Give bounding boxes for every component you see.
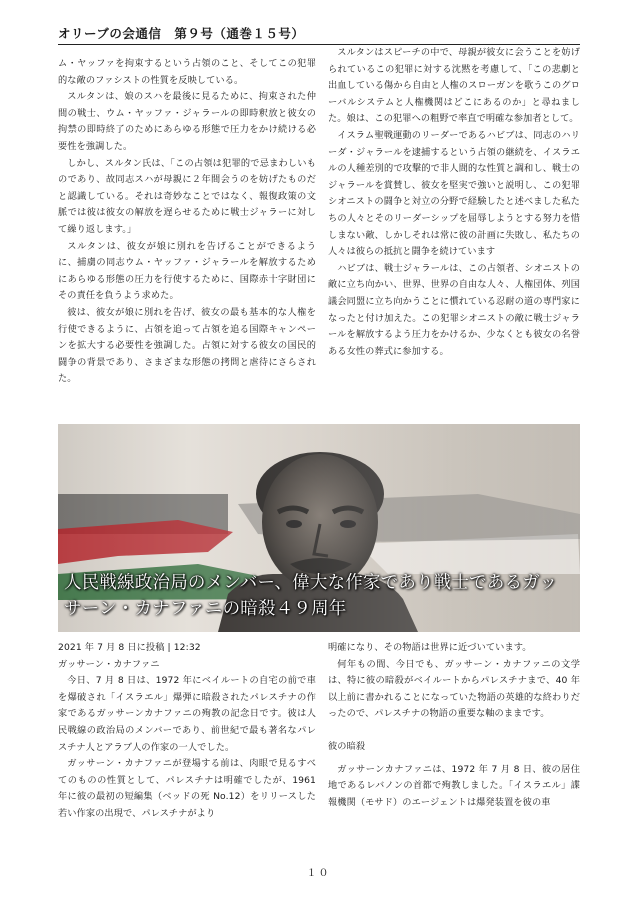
paragraph: スルタンは、彼女が娘に別れを告げることができるように、捕虜の同志ウム・ヤッファ・ジャラールを解放するためにあらゆる形態の圧力を行使するために、国際赤十字財団にその責任を負うよう求めた。 xyxy=(58,240,316,302)
article-author: ガッサーン・カナファニ xyxy=(58,658,160,670)
paragraph: スルタンは、娘のスハを最後に見るために、拘束された仲間の戦士、ウム・ヤッファ・ジャラールの即時釈放と彼女の拘禁の即時終了のためにあらゆる形態で圧力をかけ続ける必要性を強調した。 xyxy=(58,91,316,152)
top-left-column xyxy=(58,56,316,388)
post-date: 2021 年 7 月 8 日に投稿 | 12:32 xyxy=(58,642,201,653)
paragraph: 今日、7 月 8 日は、1972 年にベイルートの自宅の前で車を爆破され「イスラエル」爆弾に暗殺されたパレスチナの作家であるガッサーンカナファニの殉教の記念日です。彼は人民戦線の政治局のメンバーであり、前世紀で最も著名なパレスチナ人とアラブ人の作家の一人でした。 xyxy=(58,675,316,753)
paragraph: 明確になり、その物語は世界に近づいています。 xyxy=(328,642,532,653)
page-number: １０ xyxy=(306,868,331,879)
paragraph: ム・ヤッファを拘束するという占領のこと、そしてこの犯罪的な敵のファシストの性質を反映している。 xyxy=(58,58,316,86)
newsletter-header: オリーブの会通信 第９号（通巻１５号） xyxy=(58,26,305,41)
paragraph: ガッサーン・カナファニが登場する前は、肉眼で見るすべてのものの性質として、パレスチナは明確でしたが、1961 年に彼の最初の短編集（ベッドの死 No.12）をリリースした若い作家の出現で、パレスチナがより xyxy=(58,758,316,819)
section-subheading: 彼の暗殺 xyxy=(328,740,366,752)
paragraph: イスラム聖戦運動のリーダーであるハビブは、同志のハリーダ・ジャラールを逮捕するという占領の継続を、イスラエルの人種差別的で攻撃的で非人間的な性質と調和し、戦士のジャラールを賞賛し、彼女を堅実で強いと説明し、この犯罪シオニストの闘争と対立の分野で経験したと述べました私たちの人々とそのリーダーシップを屈辱しようとする努力を惜しまない敵、しかしそれは常に彼の計画に失敗し、私たちの人々は彼らの抵抗と闘争を続けています xyxy=(328,129,580,258)
paragraph: ガッサーンカナファニは、1972 年 7 月 8 日、彼の居住地であるレバノンの首都で殉教しました。「イスラエル」諜報機関（モサド）のエージェントは爆発装置を彼の車 xyxy=(328,763,580,808)
paragraph: 何年もの間、今日でも、ガッサーン・カナファニの文学は、特に彼の暗殺がベイルートからパレスチナまで、40 年以上前に書かれることになっていた物語の英雄的な終わりだったので、パレスチナの物語の重要な軸のままです。 xyxy=(328,658,580,720)
banner-headline: 人民戦線政治局のメンバー、偉大な作家であり戦士であるガッサーン・カナファニの暗殺４９周年 xyxy=(64,573,558,619)
article-banner-image xyxy=(58,424,580,632)
paragraph: 彼は、彼女が娘に別れを告げ、彼女の最も基本的な人権を行使できるように、占領を追って占領を追る国際キャンペーンを拡大する必要性を強調した。占領に対する彼女の国民的闘争の背景であり、さまざまな形態の拷問と虐待にさらされた。 xyxy=(58,306,316,385)
top-right-column xyxy=(328,45,580,360)
bottom-left-column xyxy=(58,640,316,823)
bottom-right-column xyxy=(328,640,580,811)
paragraph: ハビブは、戦士ジャラールは、この占領者、シオニストの敵に立ち向かい、世界、世界の自由な人々、人権団体、列国議会同盟に立ち向かうことに慣れている忍耐の道の専門家になったと付け加えた。この犯罪シオニストの敵に戦士ジャラールを解放するよう圧力をかけるか、少なくとも彼女の名誉ある女性の葬式に参加する。 xyxy=(328,262,580,357)
paragraph: スルタンはスピーチの中で、母親が彼女に会うことを妨げられているこの犯罪に対する沈黙を考慮して、「この悲劇と出血している傷から自由と人権のスローガンを歌うこのグローバルシステムと人権機関はどこにあるのか」と尋ねました。娘は、この犯罪への粗野で率直で明確な参加者として。 xyxy=(328,47,580,125)
paragraph: しかし、スルタン氏は、「この占領は犯罪的で忌まわしいものであり、故同志スハが母親に２年間会うのを妨げたものだと認識している。それは奇妙なことではなく、報復政策の文脈では彼は彼女の解放を遅らせるために戦士ジャラーに対して繰り返します。」 xyxy=(58,157,316,235)
